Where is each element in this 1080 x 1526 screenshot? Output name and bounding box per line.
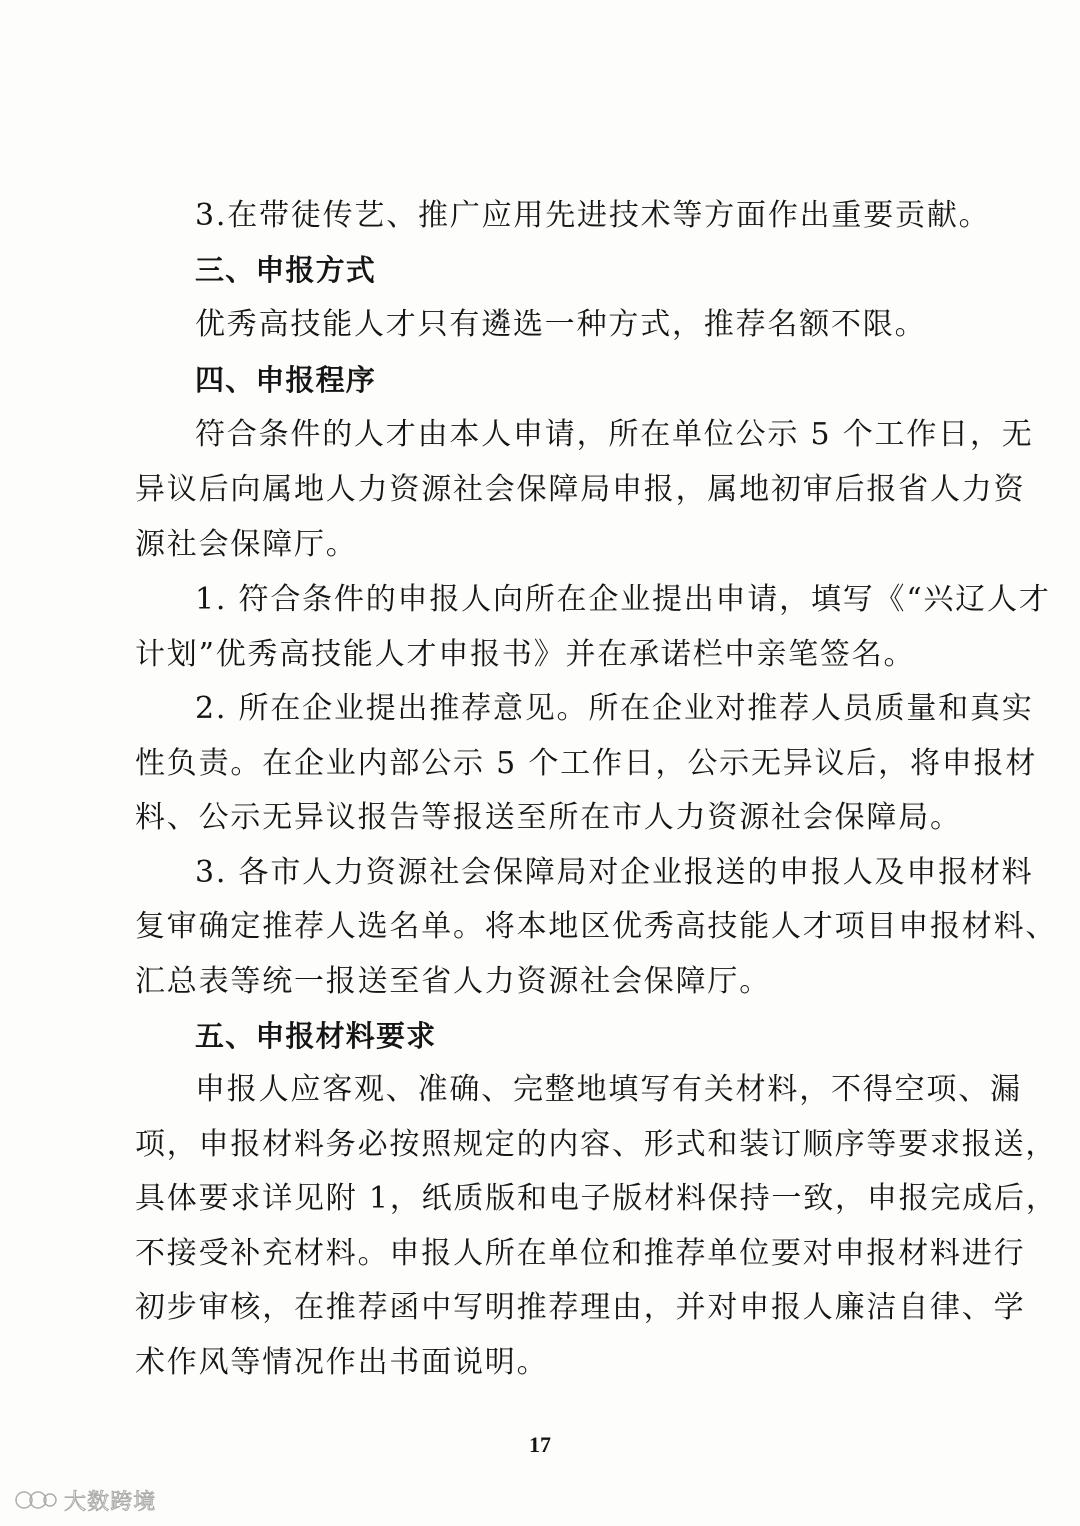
text-line: 不接受补充材料。申报人所在单位和推荐单位要对申报材料进行 xyxy=(135,1236,1026,1271)
text-line: 3. 各市人力资源社会保障局对企业报送的申报人及申报材料 xyxy=(195,855,1034,890)
text-line: 术作风等情况作出书面说明。 xyxy=(135,1345,549,1380)
text-line: 复审确定推荐人选名单。将本地区优秀高技能人才项目申报材料、 xyxy=(135,909,1058,944)
text-line: 1. 符合条件的申报人向所在企业提出申请，填写《“兴辽人才 xyxy=(195,582,1051,617)
text-line: 项，申报材料务必按照规定的内容、形式和装订顺序等要求报送， xyxy=(135,1127,1058,1162)
text-line: 计划”优秀高技能人才申报书》并在承诺栏中亲笔签名。 xyxy=(135,637,916,672)
text-line: 优秀高技能人才只有遴选一种方式，推荐名额不限。 xyxy=(195,307,927,342)
section-heading: 三、申报方式 xyxy=(195,253,376,287)
link-chain-logo-icon xyxy=(12,1488,58,1512)
section-heading: 四、申报程序 xyxy=(195,363,376,397)
section-heading: 五、申报材料要求 xyxy=(195,1019,437,1053)
text-line: 异议后向属地人力资源社会保障局申报，属地初审后报省人力资 xyxy=(135,472,1026,507)
text-line: 2. 所在企业提出推荐意见。所在企业对推荐人员质量和真实 xyxy=(195,691,1034,726)
text-line: 初步审核，在推荐函中写明推荐理由，并对申报人廉洁自律、学 xyxy=(135,1290,1026,1325)
watermark-text: 大数跨境 xyxy=(64,1489,157,1515)
page-number: 17 xyxy=(529,1432,551,1457)
text-line: 汇总表等统一报送至省人力资源社会保障厅。 xyxy=(135,964,771,999)
text-line: 申报人应客观、准确、完整地填写有关材料，不得空项、漏 xyxy=(195,1072,1022,1107)
text-line: 性负责。在企业内部公示 5 个工作日，公示无异议后，将申报材 xyxy=(135,746,1038,781)
text-line: 具体要求详见附 1，纸质版和电子版材料保持一致，申报完成后， xyxy=(135,1181,1058,1216)
text-line: 源社会保障厅。 xyxy=(135,527,358,562)
text-line: 料、公示无异议报告等报送至所在市人力资源社会保障局。 xyxy=(135,800,962,835)
text-line: 3.在带徒传艺、推广应用先进技术等方面作出重要贡献。 xyxy=(195,198,991,233)
text-line: 符合条件的人才由本人申请，所在单位公示 5 个工作日，无 xyxy=(195,417,1034,452)
watermark xyxy=(12,1484,156,1516)
